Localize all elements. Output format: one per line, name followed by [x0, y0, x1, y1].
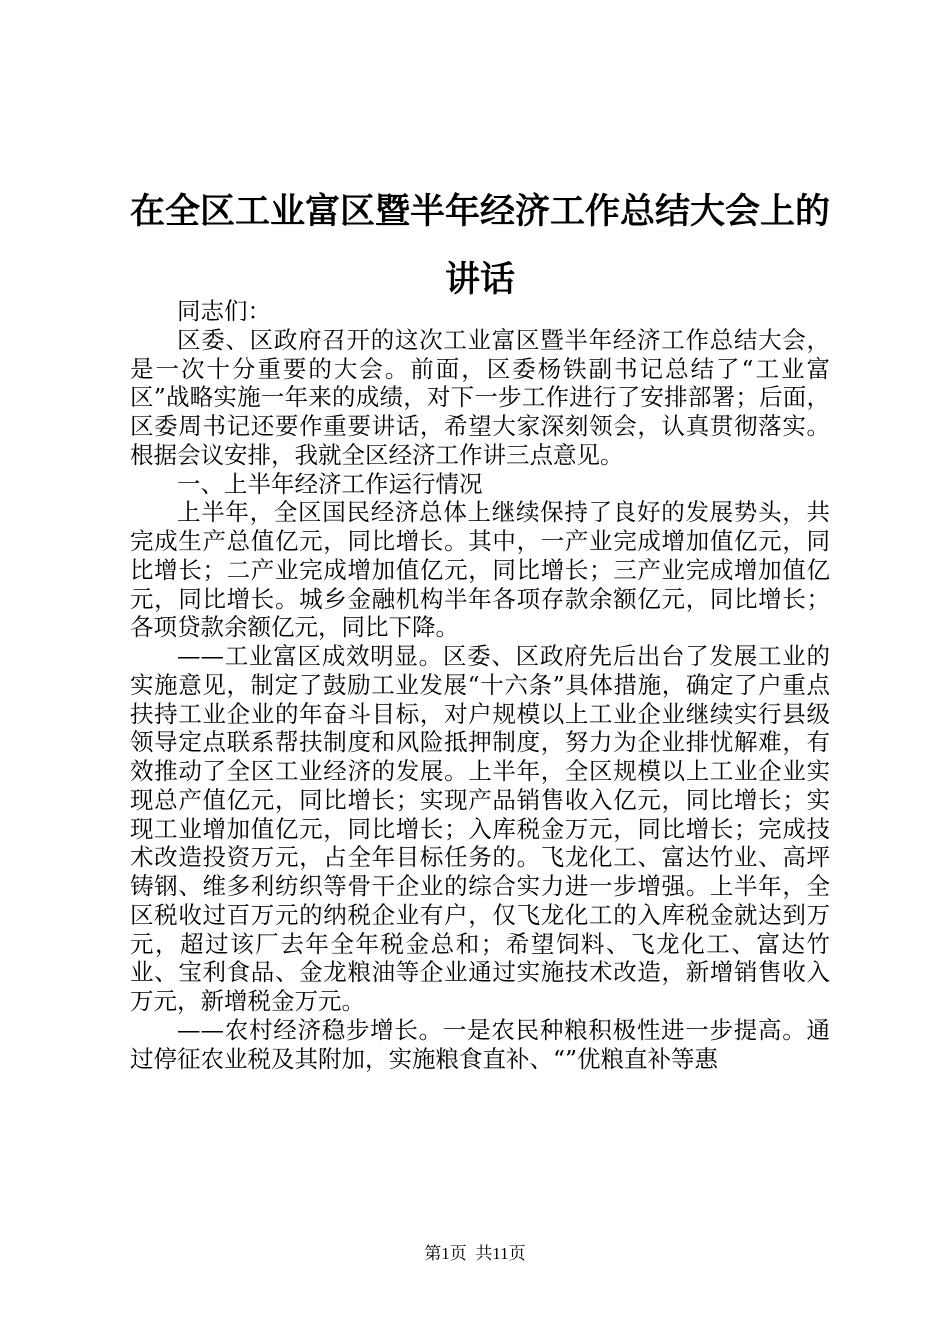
section-heading: 一、上半年经济工作运行情况: [177, 469, 483, 498]
document-title: 在全区工业富区暨半年经济工作总结大会上的讲话: [129, 191, 830, 300]
industry-paragraph: ——工业富区成效明显。区委、区政府先后出台了发展工业的实施意见，制定了鼓励工业发展“十六条”具体措施，确定了户重点扶持工业企业的年奋斗目标，对户规模以上工业企业继续实行县级领导定点联系帮扶制度和风险抵押制度，努力为企业排忧解难，有效推动了全区工业经济的发展。上半年，全区规模以上工业企业实现总产值亿元，同比增长；实现产品销售收入亿元，同比增长；实现工业增加值亿元，同比增长；入库税金万元，同比增长；完成技术改造投资万元，占全年目标任务的。飞龙化工、富达竹业、高坪铸钢、维多利纺织等骨干企业的综合实力进一步增强。上半年，全区税收过百万元的纳税企业有户，仅飞龙化工的入库税金就达到万元，超过该厂去年全年税金总和；希望饲料、飞龙化工、富达竹业、宝利食品、金龙粮油等企业通过实施技术改造，新增销售收入万元，新增税金万元。: [130, 642, 830, 1015]
page-footer: [0, 1243, 950, 1265]
document-body: [130, 297, 830, 1073]
page-total: 共11页: [475, 1244, 526, 1263]
rural-economy-paragraph: ——农村经济稳步增长。一是农民种粮积极性进一步提高。通过停征农业税及其附加，实施粮食直补、“”优粮直补等惠: [130, 1015, 830, 1073]
overview-paragraph: 上半年，全区国民经济总体上继续保持了良好的发展势头，共完成生产总值亿元，同比增长。其中，一产业完成增加值亿元，同比增长；二产业完成增加值亿元，同比增长；三产业完成增加值亿元，同比增长。城乡金融机构半年各项存款余额亿元，同比增长；各项贷款余额亿元，同比下降。: [130, 498, 830, 642]
intro-paragraph: 区委、区政府召开的这次工业富区暨半年经济工作总结大会，是一次十分重要的大会。前面，区委杨铁副书记总结了“工业富区”战略实施一年来的成绩，对下一步工作进行了安排部署；后面，区委周书记还要作重要讲话，希望大家深刻领会，认真贯彻落实。根据会议安排，我就全区经济工作讲三点意见。: [130, 325, 830, 469]
salutation-paragraph: 同志们：: [177, 297, 271, 325]
page-number: 第1页: [424, 1244, 467, 1263]
